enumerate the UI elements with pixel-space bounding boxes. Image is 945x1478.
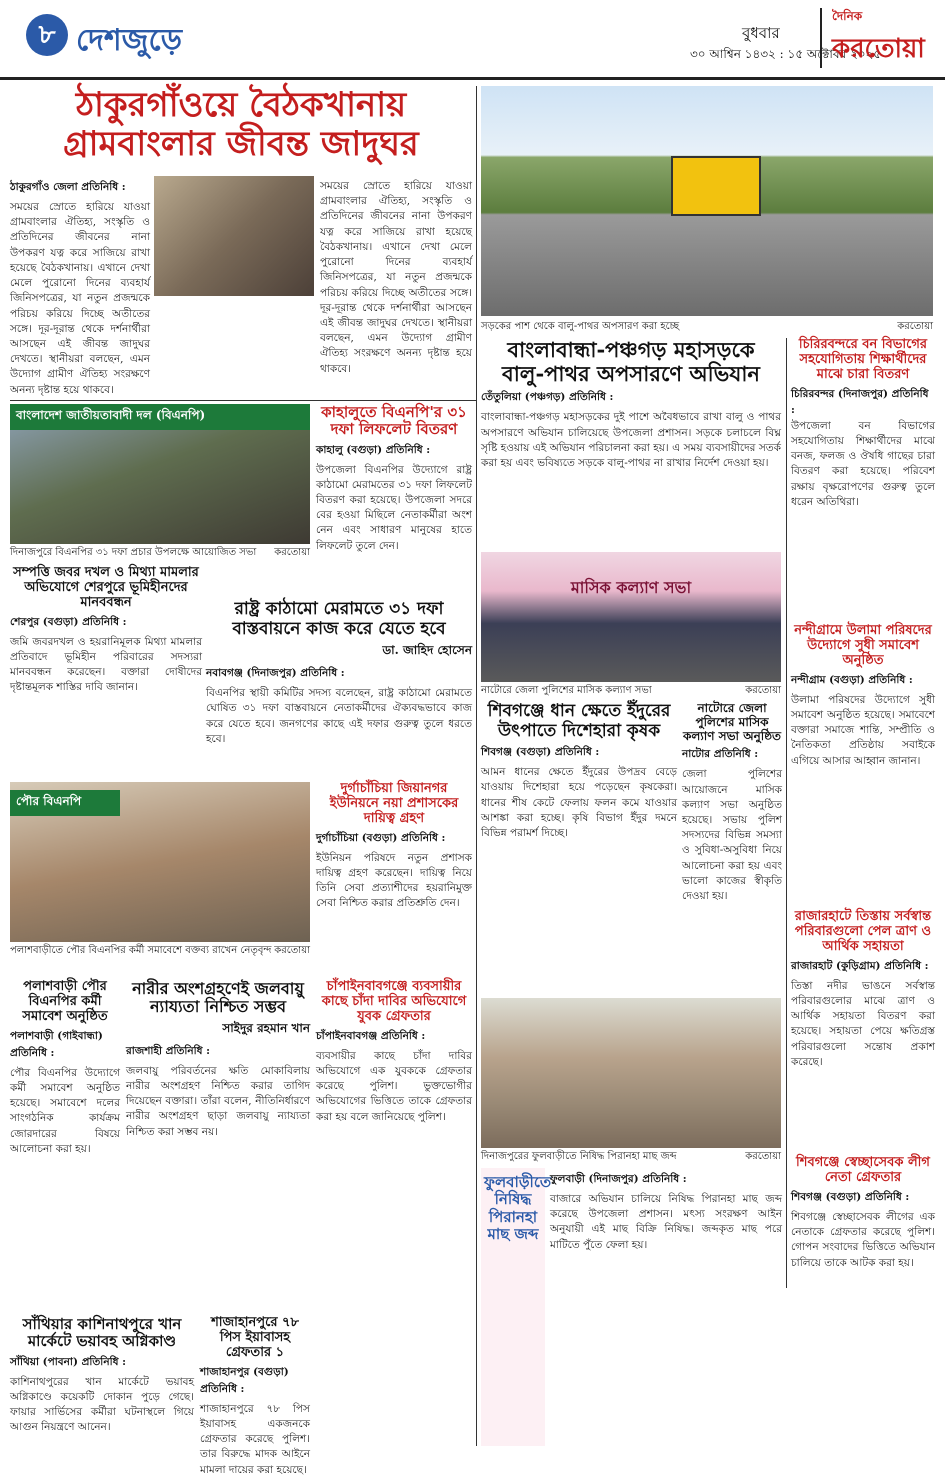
logo-name: করতোয়া: [832, 34, 925, 64]
palashbari-headline: পলাশবাড়ী পৌর বিএনপির কর্মী সমাবেশ অনুষ্ঠিত: [22, 979, 108, 1024]
palashbari-body: পৌর বিএনপির উদ্যোগে কর্মী সমাবেশ অনুষ্ঠিত হয়েছে। সমাবেশে দলের সাংগঠনিক কার্যক্রম জোরদারের বিষয়ে আলোচনা করা হয়।: [10, 1066, 120, 1155]
bnp-caption-text: দিনাজপুরে বিএনপির ৩১ দফা প্রচার উপলক্ষে আয়োজিত সভা: [10, 547, 257, 558]
fish-caption-credit: করতোয়া: [745, 1151, 781, 1162]
banglabandha-article: [481, 338, 781, 548]
weekday: বুধবার: [742, 24, 780, 42]
natore-article: [682, 702, 782, 992]
yaba-byline: শাজাহানপুর (বগুড়া) প্রতিনিধি :: [200, 1365, 289, 1395]
banglabandha-body: বাংলাবান্ধা-পঞ্চগড় মহাসড়কের দুই পাশে অবৈধভাবে রাখা বালু ও পাথর অপসারণে অভিযান চালিয়েছে উপজেলা প্রশাসন। সড়কে চলাচলে বিঘ্ন সৃষ্টি হওয়ায় এই অভিযান পরিচালনা করা হয়। এ সময় ব্যবসায়ীদের সতর্ক করা হয় এবং ভবিষ্যতে সড়কে বালু-পাথর না রাখার নির্দেশ দেওয়া হয়।: [481, 411, 781, 469]
fulbari-article: [550, 1168, 782, 1446]
lead-headline: [10, 86, 472, 172]
natore-byline: নাটোর প্রতিনিধি :: [682, 748, 759, 761]
logo-small-text: দৈনিক: [832, 9, 863, 23]
natore-headline: নাটোরে জেলা পুলিশের মাসিক কল্যাণ সভা অনুষ্ঠিত: [682, 701, 782, 743]
fish-photo-caption: [481, 1150, 781, 1164]
fire-byline: সাঁথিয়া (পাবনা) প্রতিনিধি :: [10, 1355, 127, 1368]
fish-caption-text: দিনাজপুরের ফুলবাড়ীতে নিষিদ্ধ পিরানহা মাছ জব্দ: [481, 1151, 677, 1162]
nababganj-headline: রাষ্ট্র কাঠামো মেরামতে ৩১ দফা বাস্তবায়নে কাজ করে যেতে হবে: [232, 599, 446, 639]
banglabandha-headline-line2: বালু-পাথর অপসারণে অভিযান: [502, 361, 760, 387]
climate-byline: রাজশাহী প্রতিনিধি :: [126, 1044, 211, 1057]
page-number: ৮: [26, 14, 68, 56]
durgapur-body: ইউনিয়ন পরিষদে নতুন প্রশাসক দায়িত্ব গ্রহণ করেছেন। দায়িত্ব নিয়ে তিনি সেবা প্রত্যাশীদের হয়রানিমুক্ত সেবা নিশ্চিত করার প্রতিশ্রুতি দেন।: [316, 851, 472, 910]
road-photo-caption: [481, 320, 933, 334]
lead-article-cont: [320, 176, 472, 396]
nababganj-byline: নবাবগঞ্জ (দিনাজপুর) প্রতিনিধি :: [206, 667, 345, 680]
natore-body: জেলা পুলিশের আয়োজনে মাসিক কল্যাণ সভা অনুষ্ঠিত হয়েছে। সভায় পুলিশ সদস্যদের বিভিন্ন সমস্যা ও সুবিধা-অসুবিধা নিয়ে আলোচনা করা হয় এবং ভালো কাজের স্বীকৃতি দেওয়া হয়।: [682, 768, 782, 903]
chiribandar-byline: চিরিরবন্দর (দিনাজপুর) প্রতিনিধি :: [791, 387, 929, 416]
chapainawabganj-headline: চাঁপাইনবাবগঞ্জে ব্যবসায়ীর কাছে চাঁদা দাবির অভিযোগে যুবক গ্রেফতার: [321, 979, 467, 1024]
kalyan-caption-credit: করতোয়া: [745, 685, 781, 696]
nababganj-body: বিএনপির স্থায়ী কমিটির সদস্য বলেছেন, রাষ্ট্র কাঠামো মেরামতে ঘোষিত ৩১ দফা বাস্তবায়নে নেতাকর্মীদের ঐক্যবদ্ধভাবে কাজ করে যেতে হবে। জনগণের কাছে এই দফার গুরুত্ব তুলে ধরতে হবে।: [206, 687, 472, 745]
newspaper-logo: [820, 8, 930, 68]
fire-body: কাশিনাথপুরের খান মার্কেটে ভয়াবহ অগ্নিকাণ্ডে কয়েকটি দোকান পুড়ে গেছে। ফায়ার সার্ভিসের কর্মীরা ঘটনাস্থলে গিয়ে আগুন নিয়ন্ত্রণে আনেন।: [10, 1375, 194, 1434]
rajarhat-byline: রাজারহাট (কুড়িগ্রাম) প্রতিনিধি :: [791, 959, 929, 972]
lead-byline: ঠাকুরগাঁও জেলা প্রতিনিধি :: [10, 181, 126, 193]
lead-body: সময়ের স্রোতে হারিয়ে যাওয়া গ্রামবাংলার ঐতিহ্য, সংস্কৃতি ও প্রতিদিনের জীবনের নানা উপকরণ যত্ন করে সাজিয়ে রাখা হয়েছে বৈঠকখানায়। এখানে দেখা মেলে পুরোনো দিনের ব্যবহার্য জিনিসপত্রের, যা নতুন প্রজন্মকে পরিচয় করিয়ে দিচ্ছে অতীতের সঙ্গে। দূর-দূরান্ত থেকে দর্শনার্থীরা আসছেন এই জীবন্ত জাদুঘর দেখতে। স্থানীয়রা বলছেন, এমন উদ্যোগ গ্রামীণ ঐতিহ্য সংরক্ষণে অনন্য দৃষ্টান্ত হয়ে থাকবে।: [10, 201, 150, 396]
nababganj-author: ডা. জাহিদ হোসেন: [382, 643, 472, 658]
durgapur-article: [316, 782, 472, 972]
fire-headline: সাঁথিয়ার কাশিনাথপুরে খান মার্কেটে ভয়াবহ অগ্নিকাণ্ড: [22, 1315, 182, 1351]
kalyan-banner: মাসিক কল্যাণ সভা: [570, 578, 692, 597]
loader-vehicle: [671, 156, 761, 216]
chapainawabganj-byline: চাঁপাইনবাবগঞ্জ প্রতিনিধি :: [316, 1029, 426, 1042]
climate-article: [126, 980, 310, 1310]
rajarhat-article: [791, 910, 935, 1150]
road-photo: [481, 86, 933, 316]
lead-photo: [154, 176, 314, 296]
durgapur-headline: দুর্গাচাঁচিয়া জিয়ানগর ইউনিয়নে নয়া প্রশাসকের দায়িত্ব গ্রহণ: [329, 781, 459, 826]
nandigram-headline: নন্দীগ্রামে উলামা পরিষদের উদ্যোগে সুধী সমাবেশ অনুষ্ঠিত: [794, 623, 932, 668]
issue-date: ৩০ আশ্বিন ১৪৩২ : ১৫ অক্টোবর ২০২৫: [690, 47, 882, 61]
bnp-caption-credit: করতোয়া: [274, 547, 310, 558]
shibganj-league-byline: শিবগঞ্জ (বগুড়া) প্রতিনিধি :: [791, 1190, 910, 1203]
climate-author: সাইদুর রহমান খান: [222, 1020, 310, 1035]
banglabandha-byline: তেঁতুলিয়া (পঞ্চগড়) প্রতিনিধি :: [481, 391, 614, 404]
lead-headline-line1: ঠাকুরগাঁওয়ে বৈঠকখানায়: [75, 85, 407, 125]
shibganj-league-body: শিবগঞ্জে স্বেচ্ছাসেবক লীগের এক নেতাকে গ্রেফতার করেছে পুলিশ। গোপন সংবাদের ভিত্তিতে অভিযান চালিয়ে তাকে আটক করা হয়।: [791, 1210, 935, 1269]
fulbari-sidebar-title: ফুলবাড়ীতে নিষিদ্ধ পিরানহা মাছ জব্দ: [484, 1173, 552, 1243]
palashbari-photo-caption: [10, 944, 310, 972]
fulbari-body: বাজারে অভিযান চালিয়ে নিষিদ্ধ পিরানহা মাছ জব্দ করেছে উপজেলা প্রশাসন। মৎস্য সংরক্ষণ আইন অনুযায়ী এই মাছ বিক্রি নিষিদ্ধ। জব্দকৃত মাছ পরে মাটিতে পুঁতে ফেলা হয়।: [550, 1193, 782, 1251]
chiribandar-body: উপজেলা বন বিভাগের সহযোগিতায় শিক্ষার্থীদের মাঝে বনজ, ফলজ ও ঔষধি গাছের চারা বিতরণ করা হয়েছে। পরিবেশ রক্ষায় বৃক্ষরোপণের গুরুত্ব তুলে ধরেন অতিথিরা।: [791, 419, 935, 508]
kalyan-caption-text: নাটোরে জেলা পুলিশের মাসিক কল্যাণ সভা: [481, 685, 652, 696]
section-title: দেশজুড়ে: [76, 23, 182, 58]
yaba-article: [200, 1315, 310, 1476]
kahalu-byline: কাহালু (বগুড়া) প্রতিনিধি :: [316, 443, 431, 456]
masthead: [0, 0, 945, 80]
sherpur-byline: শেরপুর (বগুড়া) প্রতিনিধি :: [10, 615, 127, 628]
banglabandha-headline-line1: বাংলাবান্ধা-পঞ্চগড় মহাসড়কে: [507, 337, 755, 362]
kalyan-photo-caption: [481, 684, 781, 698]
palashbari-byline: পলাশবাড়ী (গাইবান্ধা) প্রতিনিধি :: [10, 1029, 103, 1059]
lead-article: [10, 176, 150, 396]
sherpur-body: জমি জবরদখল ও হয়রানিমূলক মিথ্যা মামলার প্রতিবাদে ভূমিহীন পরিবারের সদস্যরা মানববন্ধন করেছেন। বক্তারা দোষীদের দৃষ্টান্তমূলক শাস্তির দাবি জানান।: [10, 635, 202, 694]
chiribandar-headline: চিরিরবন্দরে বন বিভাগের সহযোগিতায় শিক্ষার্থীদের মাঝে চারা বিতরণ: [798, 337, 928, 382]
nandigram-body: উলামা পরিষদের উদ্যোগে সুধী সমাবেশ অনুষ্ঠিত হয়েছে। সমাবেশে বক্তারা সমাজে শান্তি, সম্প্রীতি ও নৈতিকতা প্রতিষ্ঠায় সবাইকে এগিয়ে আসার আহ্বান জানান।: [791, 693, 935, 767]
fish-photo: [481, 998, 781, 1148]
climate-body: জলবায়ু পরিবর্তনের ক্ষতি মোকাবিলায় নারীর অংশগ্রহণ নিশ্চিত করার তাগিদ দিয়েছেন বক্তারা। তাঁরা বলেন, নীতিনির্ধারণে নারীর অংশগ্রহণ ছাড়া জলবায়ু ন্যায্যতা নিশ্চিত করা সম্ভব নয়।: [126, 1064, 310, 1138]
yaba-body: শাজাহানপুরে ৭৮ পিস ইয়াবাসহ একজনকে গ্রেফতার করেছে পুলিশ। তার বিরুদ্ধে মাদক আইনে মামলা দায়ের করা হয়েছে।: [200, 1402, 310, 1476]
fulbari-sidebar: [481, 1168, 552, 1446]
lead-headline-line2: গ্রামবাংলার জীবন্ত জাদুঘর: [63, 124, 419, 165]
shibganj-rat-byline: শিবগঞ্জ (বগুড়া) প্রতিনিধি :: [481, 746, 600, 759]
fire-article: [10, 1316, 194, 1446]
chapainawabganj-body: ব্যবসায়ীর কাছে চাঁদা দাবির অভিযোগে এক যুবককে গ্রেফতার করেছে পুলিশ। ভুক্তভোগীর অভিযোগের ভিত্তিতে তাকে গ্রেফতার করা হয় বলে জানিয়েছে পুলিশ।: [316, 1049, 472, 1123]
road-caption-text: সড়কের পাশ থেকে বালু-পাথর অপসারণ করা হচ্ছে: [481, 321, 680, 332]
fulbari-byline: ফুলবাড়ী (দিনাজপুর) প্রতিনিধি :: [550, 1173, 687, 1185]
rajarhat-body: তিস্তা নদীর ভাঙনে সর্বস্বান্ত পরিবারগুলোর মাঝে ত্রাণ ও আর্থিক সহায়তা বিতরণ করা হয়েছে। সহায়তা পেয়ে ক্ষতিগ্রস্ত পরিবারগুলো সন্তোষ প্রকাশ করেছে।: [791, 979, 935, 1068]
nandigram-article: [791, 624, 935, 904]
road-caption-credit: করতোয়া: [897, 321, 933, 332]
shibganj-league-article: [791, 1156, 935, 1446]
shibganj-league-headline: শিবগঞ্জে স্বেচ্ছাসেবক লীগ নেতা গ্রেফতার: [796, 1155, 930, 1185]
palashbari-photo: [10, 782, 310, 942]
sherpur-headline: সম্পত্তি জবর দখল ও মিথ্যা মামলার অভিযোগে শেরপুরে ভূমিহীনদের মানববন্ধন: [13, 565, 199, 610]
shibganj-rat-article: [481, 702, 677, 992]
shibganj-rat-headline: শিবগঞ্জে ধান ক্ষেতে ইঁদুরের উৎপাতে দিশেহারা কৃষক: [487, 701, 671, 741]
climate-headline: নারীর অংশগ্রহণেই জলবায়ু ন্যায্যতা নিশ্চিত সম্ভব: [132, 979, 304, 1017]
yaba-headline: শাজাহানপুরে ৭৮ পিস ইয়াবাসহ গ্রেফতার ১: [211, 1315, 299, 1360]
palashbari-caption-text: পলাশবাড়ীতে পৌর বিএনপির কর্মী সমাবেশে বক্তব্য রাখেন নেতৃবৃন্দ: [10, 945, 272, 956]
sherpur-article: [10, 566, 202, 776]
bnp-banner: বাংলাদেশ জাতীয়তাবাদী দল (বিএনপি): [10, 404, 310, 430]
nandigram-byline: নন্দীগ্রাম (বগুড়া) প্রতিনিধি :: [791, 673, 913, 686]
bnp-photo-caption: [10, 546, 310, 560]
palashbari-caption-credit: করতোয়া: [274, 945, 310, 956]
palashbari-article: [10, 980, 120, 1310]
bnp-photo: [10, 404, 310, 544]
kalyan-photo: [481, 552, 781, 682]
chapainawabganj-article: [316, 980, 472, 1310]
kahalu-headline: কাহালুতে বিএনপি'র ৩১ দফা লিফলেট বিতরণ: [321, 403, 467, 439]
nababganj-article: [206, 600, 472, 776]
palashbari-banner: পৌর বিএনপি: [10, 790, 120, 816]
lead-body-cont: সময়ের স্রোতে হারিয়ে যাওয়া গ্রামবাংলার ঐতিহ্য, সংস্কৃতি ও প্রতিদিনের জীবনের নানা উপকরণ যত্ন করে সাজিয়ে রাখা হয়েছে বৈঠকখানায়। এখানে দেখা মেলে পুরোনো দিনের ব্যবহার্য জিনিসপত্রের, যা নতুন প্রজন্মকে পরিচয় করিয়ে দিচ্ছে অতীতের সঙ্গে। দূর-দূরান্ত থেকে দর্শনার্থীরা আসছেন এই জীবন্ত জাদুঘর দেখতে। স্থানীয়রা বলছেন, এমন উদ্যোগ গ্রামীণ ঐতিহ্য সংরক্ষণে অনন্য দৃষ্টান্ত হয়ে থাকবে।: [320, 180, 472, 375]
durgapur-byline: দুর্গাচাঁচিয়া (বগুড়া) প্রতিনিধি :: [316, 831, 446, 844]
shibganj-rat-body: আমন ধানের ক্ষেতে ইঁদুরের উপদ্রব বেড়ে যাওয়ায় দিশেহারা হয়ে পড়েছেন কৃষকেরা। ধানের শীষ কেটে ফেলায় ফলন কমে যাওয়ার আশঙ্কা করা হচ্ছে। কৃষি বিভাগ ইঁদুর দমনে বিভিন্ন পরামর্শ দিচ্ছে।: [481, 766, 677, 839]
chiribandar-article: [791, 338, 935, 618]
kahalu-body: উপজেলা বিএনপির উদ্যোগে রাষ্ট্র কাঠামো মেরামতের ৩১ দফা লিফলেট বিতরণ করা হয়েছে। উপজেলা সদরে বের হওয়া মিছিলে নেতাকর্মীরা অংশ নেন এবং সাধারণ মানুষের হাতে লিফলেট তুলে দেন।: [316, 463, 472, 552]
rajarhat-headline: রাজারহাটে তিস্তায় সর্বস্বান্ত পরিবারগুলো পেল ত্রাণ ও আর্থিক সহায়তা: [794, 909, 932, 954]
